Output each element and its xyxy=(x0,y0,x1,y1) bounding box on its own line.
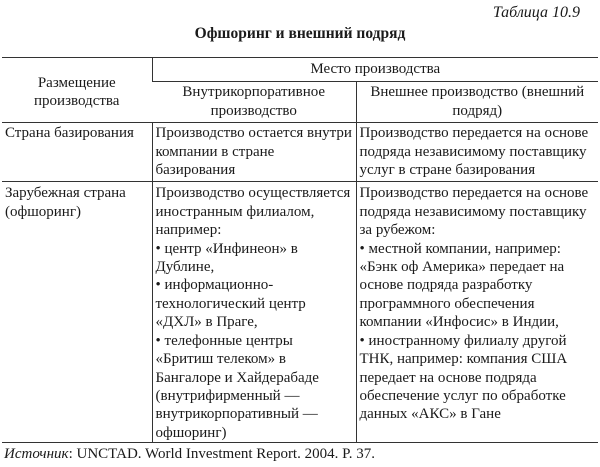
table-row xyxy=(2,182,598,443)
cell-foreign-external xyxy=(356,182,598,443)
list-item: • телефонные центры «Бритиш телеком» в Бангалоре и Хайдерабаде (внутрифирменный — внутрикорпоративный — офшоринг) xyxy=(155,332,319,441)
header-external: Внешнее производство (внешний подряд) xyxy=(356,82,598,123)
list-item: • иностранному филиалу другой ТНК, например: компания США передает на основе подряда обеспечение услуг по обработке данных «АКС» в Гане xyxy=(359,332,568,423)
source-note xyxy=(4,446,375,463)
cell-foreign-internal xyxy=(152,182,356,443)
cell-home-external: Производство передается на основе подряда независимому поставщику услуг в стране базирования xyxy=(356,123,598,182)
row-label-foreign-country: Зарубежная страна (офшоринг) xyxy=(2,182,152,443)
table-title: Офшоринг и внешний подряд xyxy=(194,25,406,42)
header-internal: Внутрикорпоративное производство xyxy=(152,82,356,123)
table-row xyxy=(2,123,598,182)
cell-home-internal: Производство остается внутри компании в стране базирования xyxy=(152,123,356,182)
list-item: • местной компании, например: «Бэнк оф Америка» передает на основе подряда разработку программного обеспечения компании «Инфосис» в Индии, xyxy=(359,240,565,331)
cell-intro-text: Производство передается на основе подряда независимому поставщику за рубежом: xyxy=(359,185,589,239)
row-label-home-country: Страна базирования xyxy=(2,123,152,182)
header-production-location: Место производства xyxy=(152,58,598,82)
list-item: • информационно-технологический центр «ДХЛ» в Праге, xyxy=(155,277,306,331)
source-text: : UNCTAD. World Investment Report. 2004. P. 37. xyxy=(68,446,376,462)
cell-intro-text: Производство осуществляется иностранным филиалом, например: xyxy=(155,185,351,239)
table-number: Таблица 10.9 xyxy=(492,4,580,21)
source-label: Источник xyxy=(4,446,69,462)
offshoring-table xyxy=(2,58,598,443)
list-item: • центр «Инфинеон» в Дублине, xyxy=(155,240,298,276)
header-placement: Размещение производства xyxy=(2,58,152,123)
